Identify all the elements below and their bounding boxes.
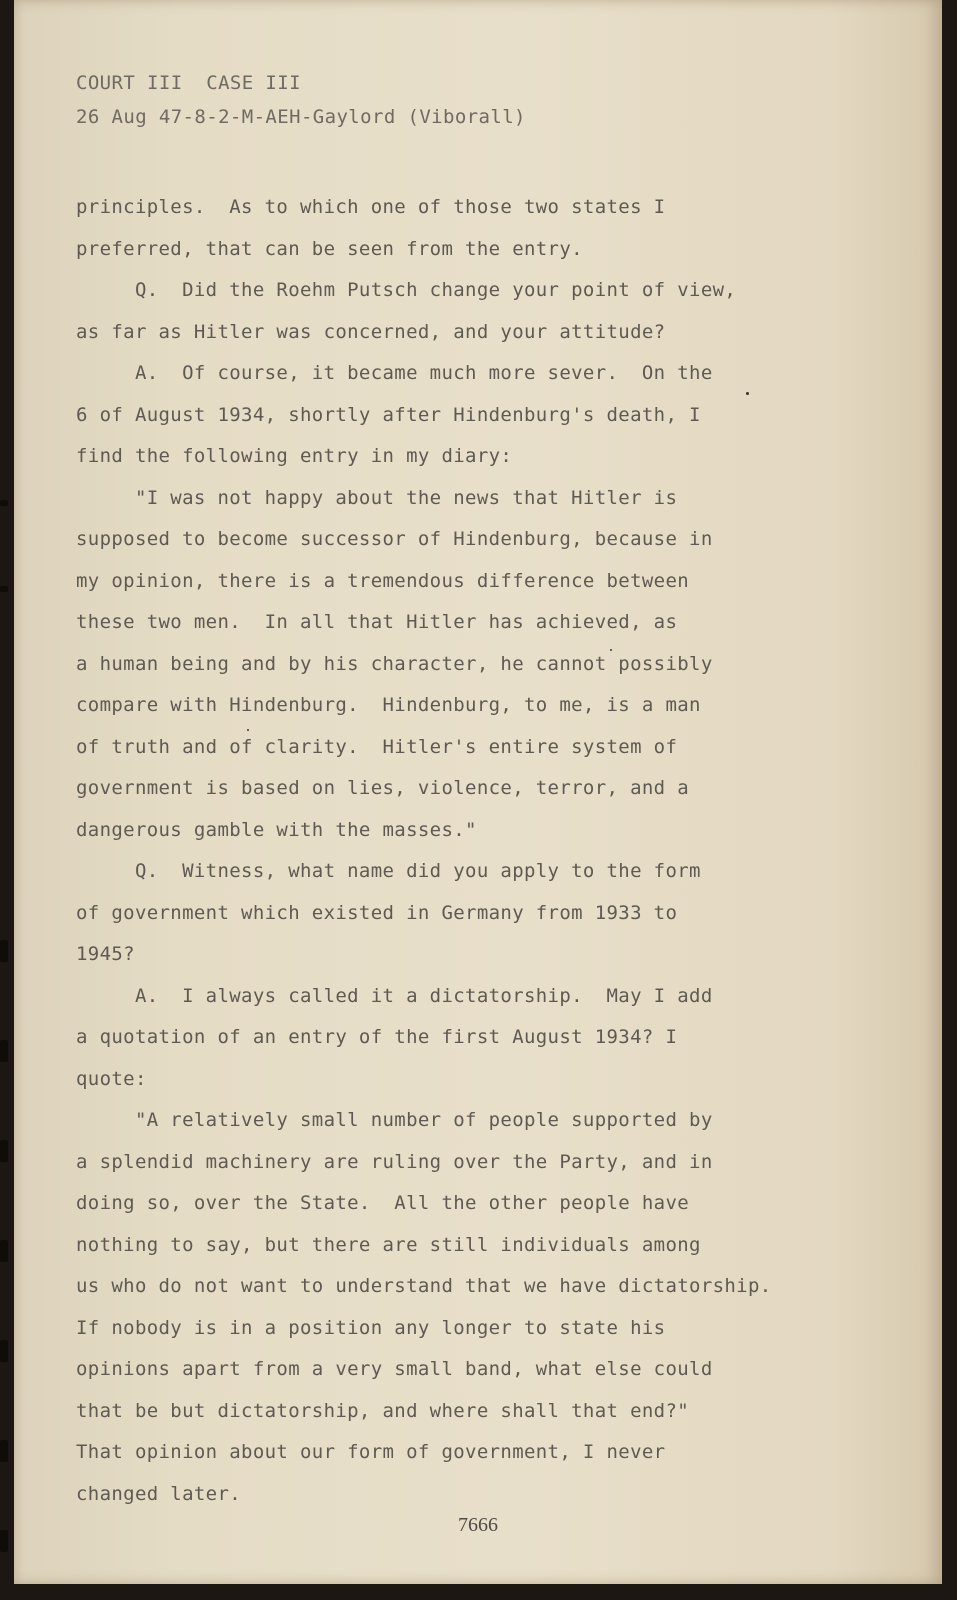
- binding-mark: [0, 940, 8, 962]
- document-header: [76, 66, 526, 134]
- page-number: 7666: [458, 1514, 498, 1536]
- text-line: A. Of course, it became much more sever. On the: [76, 362, 713, 384]
- text-line: changed later.: [76, 1482, 242, 1505]
- text-line: Q. Did the Roehm Putsch change your point of view,: [76, 279, 737, 301]
- text-line: quote:: [76, 1067, 147, 1090]
- text-line: 6 of August 1934, shortly after Hindenburg's death, I: [76, 403, 701, 426]
- binding-mark: [0, 586, 8, 592]
- text-line: nothing to say, but there are still individuals among: [76, 1233, 701, 1256]
- text-line: us who do not want to understand that we have dictatorship.: [76, 1275, 772, 1297]
- binding-mark: [0, 1240, 8, 1262]
- text-line: That opinion about our form of government, I never: [76, 1441, 666, 1463]
- paper-speck: [746, 392, 749, 395]
- text-line: my opinion, there is a tremendous difference between: [76, 569, 690, 592]
- text-line: government is based on lies, violence, terror, and a: [76, 777, 690, 799]
- text-line: these two men. In all that Hitler has achieved, as: [76, 611, 678, 633]
- text-line: a quotation of an entry of the first August 1934? I: [76, 1026, 678, 1048]
- date-reference-line: 26 Aug 47-8-2-M-AEH-Gaylord (Viborall): [76, 106, 526, 128]
- text-line: opinions apart from a very small band, what else could: [76, 1358, 713, 1380]
- text-line: dangerous gamble with the masses.": [76, 818, 477, 841]
- text-line: "I was not happy about the news that Hitler is: [76, 486, 678, 509]
- text-line: If nobody is in a position any longer to state his: [76, 1316, 666, 1339]
- text-line: of government which existed in Germany from 1933 to: [76, 901, 678, 924]
- binding-mark: [0, 1530, 8, 1552]
- text-line: supposed to become successor of Hindenburg, because in: [76, 528, 713, 550]
- binding-mark: [0, 500, 8, 506]
- text-line: as far as Hitler was concerned, and your attitude?: [76, 320, 666, 343]
- text-line: A. I always called it a dictatorship. May I add: [76, 984, 713, 1007]
- text-line: a splendid machinery are ruling over the Party, and in: [76, 1150, 713, 1173]
- paper-speck: [247, 729, 249, 731]
- text-line: "A relatively small number of people supported by: [76, 1109, 713, 1131]
- text-line: 1945?: [76, 943, 135, 965]
- text-line: of truth and of clarity. Hitler's entire system of: [76, 735, 678, 758]
- binding-mark: [0, 1040, 8, 1062]
- text-line: compare with Hindenburg. Hindenburg, to me, is a man: [76, 694, 701, 716]
- text-line: a human being and by his character, he cannot possibly: [76, 652, 713, 675]
- document-page: [14, 0, 942, 1584]
- text-line: find the following entry in my diary:: [76, 445, 513, 467]
- text-line: preferred, that can be seen from the entry.: [76, 237, 583, 260]
- transcript-body: [76, 187, 906, 1515]
- paper-speck: [610, 649, 612, 651]
- text-line: that be but dictatorship, and where shall that end?": [76, 1399, 690, 1422]
- text-line: Q. Witness, what name did you apply to the form: [76, 860, 701, 882]
- text-line: principles. As to which one of those two states I: [76, 196, 666, 218]
- binding-mark: [0, 1140, 8, 1162]
- binding-mark: [0, 1440, 8, 1462]
- court-case-heading: COURT III CASE III: [76, 72, 301, 94]
- text-line: doing so, over the State. All the other people have: [76, 1192, 690, 1214]
- binding-mark: [0, 1340, 8, 1362]
